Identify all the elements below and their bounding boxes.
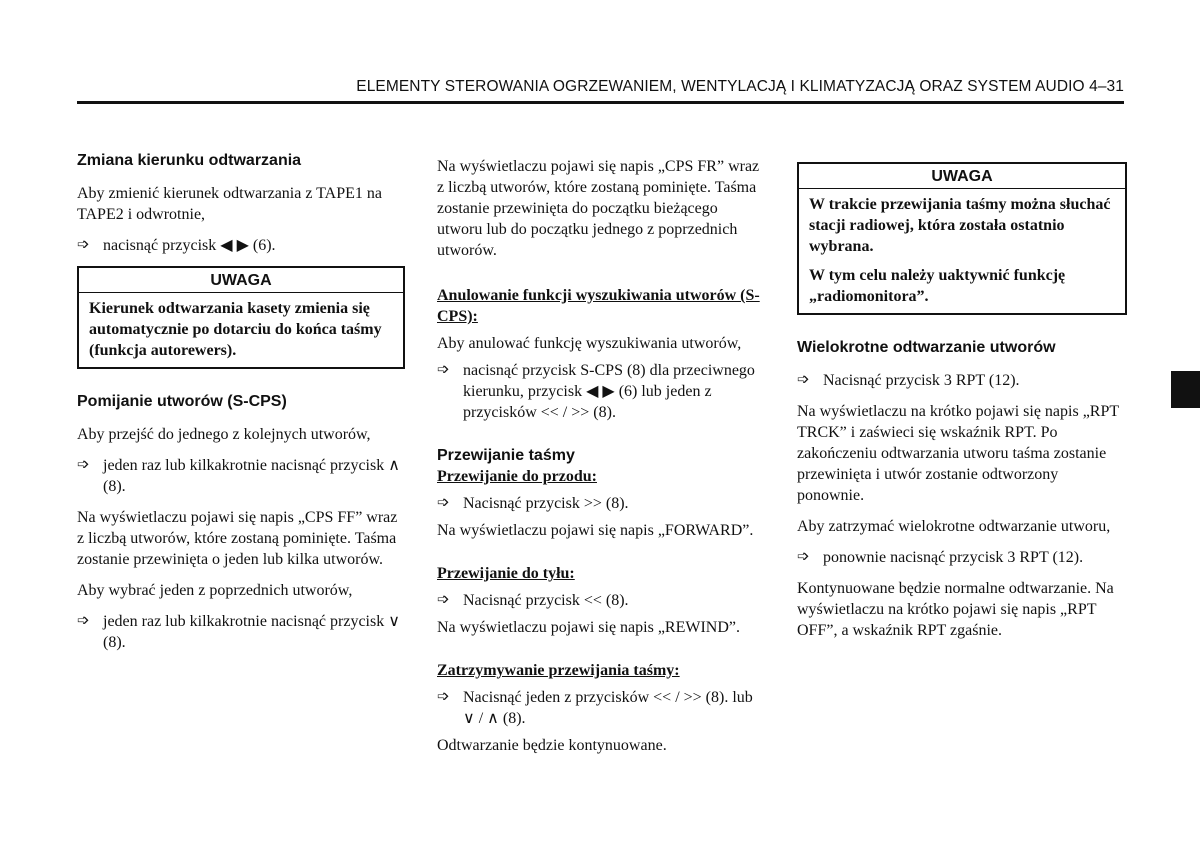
arrow-bullet-icon: ➩ xyxy=(797,372,810,388)
note-body: Kierunek odtwarzania kasety zmienia się automatycznie po dotarciu do końca taśmy (funkcja autorewers). xyxy=(89,300,382,359)
paragraph: Na wyświetlaczu pojawi się napis „CPS FR” wraz z liczbą utworów, które zostaną pominięte. Taśma zostanie przewinięta do początku bieżącego utworu lub do początku jednego z poprzednich utworów. xyxy=(437,158,760,259)
note-box xyxy=(77,266,405,369)
page-header-title: ELEMENTY STEROWANIA OGRZEWANIEM, WENTYLACJĄ I KLIMATYZACJĄ ORAZ SYSTEM AUDIO 4–31 xyxy=(356,78,1124,95)
header-rule xyxy=(77,101,1124,104)
bullet-text: nacisnąć przycisk ◀ ▶ (6). xyxy=(103,237,276,254)
column-right xyxy=(797,162,1127,641)
paragraph: Na wyświetlaczu pojawi się napis „CPS FF” wraz z liczbą utworów, które zostaną pominięte. Taśma zostanie przewinięta o jeden lub kilka utworów. xyxy=(77,509,398,568)
arrow-bullet-icon: ➩ xyxy=(77,613,90,629)
note-body xyxy=(799,189,1125,313)
note-paragraph: W tym celu należy uaktywnić funkcję „radiomonitora”. xyxy=(809,267,1066,305)
bullet-text: Nacisnąć jeden z przycisków << / >> (8). lub ∨ / ∧ (8). xyxy=(463,689,753,727)
arrow-bullet-icon: ➩ xyxy=(437,689,450,705)
bullet-item xyxy=(77,611,405,653)
subheading-forward: Przewijanie do przodu: xyxy=(437,468,597,485)
bullet-text: Nacisnąć przycisk >> (8). xyxy=(463,495,629,512)
paragraph: Aby anulować funkcję wyszukiwania utworów, xyxy=(437,335,742,352)
subheading-cancel-search: Anulowanie funkcji wyszukiwania utworów (S-CPS): xyxy=(437,287,760,325)
arrow-bullet-icon: ➩ xyxy=(797,549,810,565)
bullet-item xyxy=(437,687,767,729)
paragraph: Na wyświetlaczu na krótko pojawi się napis „RPT TRCK” i zaświeci się wskaźnik RPT. Po zakończeniu odtwarzania utworu taśma zostanie przewinięta i utwór zostanie odtworzony ponownie. xyxy=(797,403,1119,504)
section-heading-direction: Zmiana kierunku odtwarzania xyxy=(77,152,302,169)
bullet-item xyxy=(77,455,405,497)
bullet-item xyxy=(797,370,1127,391)
bullet-item xyxy=(437,590,767,611)
paragraph: Aby wybrać jeden z poprzednich utworów, xyxy=(77,582,353,599)
bullet-text: Nacisnąć przycisk << (8). xyxy=(463,592,629,609)
note-heading: UWAGA xyxy=(79,268,403,293)
paragraph: Odtwarzanie będzie kontynuowane. xyxy=(437,737,667,754)
bullet-item xyxy=(77,235,405,256)
arrow-bullet-icon: ➩ xyxy=(77,237,90,253)
bullet-text: jeden raz lub kilkakrotnie nacisnąć przycisk ∧ (8). xyxy=(103,457,400,495)
bullet-text: nacisnąć przycisk S-CPS (8) dla przeciwnego kierunku, przycisk ◀ ▶ (6) lub jeden z przycisków << / >> (8). xyxy=(463,362,755,421)
bullet-item xyxy=(437,493,767,514)
bullet-item xyxy=(437,360,767,423)
paragraph: Na wyświetlaczu pojawi się napis „FORWARD”. xyxy=(437,522,754,539)
subheading-rewind: Przewijanie do tyłu: xyxy=(437,565,575,582)
paragraph: Aby zatrzymać wielokrotne odtwarzanie utworu, xyxy=(797,518,1111,535)
bullet-text: Nacisnąć przycisk 3 RPT (12). xyxy=(823,372,1020,389)
chapter-tab-marker xyxy=(1171,371,1200,408)
paragraph: Kontynuowane będzie normalne odtwarzanie. Na wyświetlaczu na krótko pojawi się napis „RPT OFF”, a wskaźnik RPT zgaśnie. xyxy=(797,580,1114,639)
arrow-bullet-icon: ➩ xyxy=(437,362,450,378)
paragraph: Aby zmienić kierunek odtwarzania z TAPE1 na TAPE2 i odwrotnie, xyxy=(77,185,382,223)
section-heading-skip: Pomijanie utworów (S-CPS) xyxy=(77,393,287,410)
bullet-text: jeden raz lub kilkakrotnie nacisnąć przycisk ∨ (8). xyxy=(103,613,400,651)
column-middle xyxy=(437,156,767,756)
bullet-item xyxy=(797,547,1127,568)
note-box xyxy=(797,162,1127,315)
section-heading-repeat: Wielokrotne odtwarzanie utworów xyxy=(797,339,1056,356)
arrow-bullet-icon: ➩ xyxy=(437,592,450,608)
paragraph: Na wyświetlaczu pojawi się napis „REWIND”. xyxy=(437,619,741,636)
arrow-bullet-icon: ➩ xyxy=(437,495,450,511)
column-left xyxy=(77,150,405,653)
paragraph: Aby przejść do jednego z kolejnych utworów, xyxy=(77,426,371,443)
bullet-text: ponownie nacisnąć przycisk 3 RPT (12). xyxy=(823,549,1084,566)
subheading-stop-wind: Zatrzymywanie przewijania taśmy: xyxy=(437,662,680,679)
section-heading-wind: Przewijanie taśmy xyxy=(437,447,575,464)
arrow-bullet-icon: ➩ xyxy=(77,457,90,473)
note-heading: UWAGA xyxy=(799,164,1125,189)
note-paragraph: W trakcie przewijania taśmy można słuchać stacji radiowej, która została ostatnio wybrana. xyxy=(809,196,1111,255)
